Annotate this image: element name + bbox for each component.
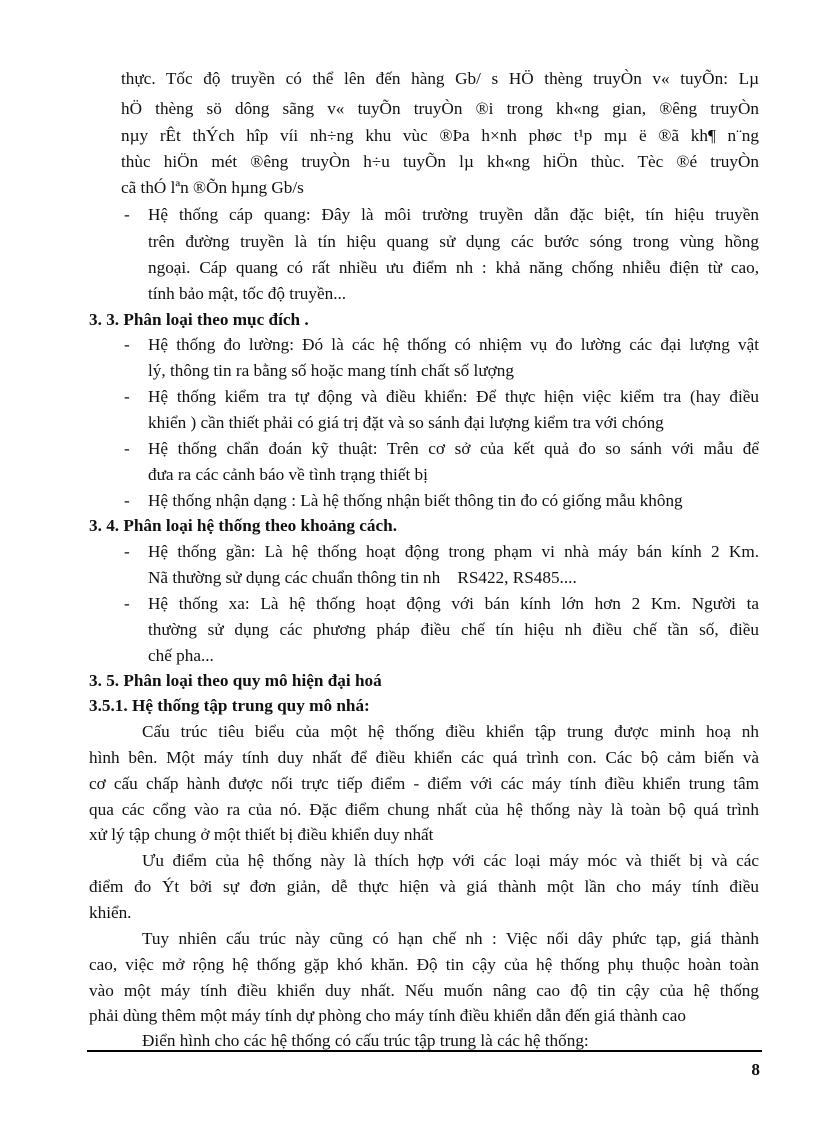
bullet-dash: - xyxy=(124,335,130,354)
paragraph-line: hình bên. Một máy tính duy nhất để điều khiển các quá trình con. Các bộ cảm biến và xyxy=(89,748,759,767)
section-heading: 3. 4. Phân loại hệ thống theo khoảng cách. xyxy=(89,516,397,535)
paragraph-line: khiển. xyxy=(89,903,132,922)
bullet-text: Hệ thống chẩn đoán kỹ thuật: Trên cơ sở của kết quả đo so sánh với mẫu để xyxy=(148,439,759,458)
bullet-text: Hệ thống nhận dạng : Là hệ thống nhận biết thông tin đo có giống mẫu không xyxy=(148,491,683,510)
paragraph-line: vào một máy tính điều khiển duy nhất. Nếu muốn nâng cao độ tin cậy của hệ thống xyxy=(89,981,759,1000)
bullet-dash: - xyxy=(124,205,130,224)
paragraph-line: cao, việc mở rộng hệ thống gặp khó khăn. Độ tin cậy của hệ thống phụ thuộc hoàn toàn xyxy=(89,955,759,974)
bullet-text: Hệ thống đo lường: Đó là các hệ thống có nhiệm vụ đo lường các đại lượng vật xyxy=(148,335,759,354)
paragraph-line: cơ cấu chấp hành được nối trực tiếp điểm - điểm với các máy tính điều khiển trung tâm xyxy=(89,774,759,793)
paragraph-line: Ưu điểm của hệ thống này là thích hợp với các loại máy móc và thiết bị và các xyxy=(142,851,759,870)
text-line: nµy rÊt thÝch hîp víi nh÷ng khu vùc ®Þa h×nh phøc t¹p mµ ë ®ã kh¶ n¨ng xyxy=(121,126,759,145)
text-line: thực. Tốc độ truyền có thể lên đến hàng Gb/ s HÖ thèng truyÒn v« tuyÕn: Lµ xyxy=(121,69,759,88)
bullet-dash: - xyxy=(124,491,130,510)
bullet-text: đưa ra các cảnh báo về tình trạng thiết bị xyxy=(148,465,428,484)
bullet-text: Hệ thống gần: Là hệ thống hoạt động trong phạm vi nhà máy bán kính 2 Km. xyxy=(148,542,759,561)
paragraph-line: xử lý tập chung ở một thiết bị điều khiển duy nhất xyxy=(89,825,434,844)
bullet-text: lý, thông tin ra bằng số hoặc mang tính chất số lượng xyxy=(148,361,514,380)
paragraph-line: Điển hình cho các hệ thống có cấu trúc tập trung là các hệ thống: xyxy=(142,1031,589,1050)
bullet-text: Hệ thống kiểm tra tự động và điều khiển: Để thực hiện việc kiểm tra (hay điều xyxy=(148,387,759,406)
paragraph-line: Cấu trúc tiêu biểu của một hệ thống điều khiển tập trung được minh hoạ nh xyxy=(142,722,759,741)
bullet-text: ngoại. Cáp quang có rất nhiều ưu điểm nh : khả năng chống nhiễu điện từ cao, xyxy=(148,258,759,277)
bullet-text: thường sử dụng các phương pháp điều chế tín hiệu nh điều chế tần số, điều xyxy=(148,620,759,639)
paragraph-line: điểm đo Ýt bởi sự đơn giản, dễ thực hiện và giá thành một lần cho máy tính điều xyxy=(89,877,759,896)
text-line: cã thÓ lªn ®Õn hµng Gb/s xyxy=(121,178,304,197)
section-heading: 3. 5. Phân loại theo quy mô hiện đại hoá xyxy=(89,671,382,690)
section-heading: 3. 3. Phân loại theo mục đích . xyxy=(89,310,309,329)
bullet-text: Nã thường sử dụng các chuẩn thông tin nh RS422, RS485.... xyxy=(148,568,577,587)
text-line: hÖ thèng sö dông sãng v« tuyÕn truyÒn ®i trong kh«ng gian, ®êng truyÒn xyxy=(121,99,759,118)
bullet-dash: - xyxy=(124,387,130,406)
text-line: thùc hiÖn mét ®êng truyÒn h÷u tuyÕn lµ kh«ng hiÖn thùc. Tèc ®é truyÒn xyxy=(121,152,759,171)
bullet-dash: - xyxy=(124,439,130,458)
paragraph-line: Tuy nhiên cấu trúc này cũng có hạn chế nh : Việc nối dây phức tạp, giá thành xyxy=(142,929,759,948)
bullet-text: trên đường truyền là tín hiệu quang sử dụng các bước sóng trong vùng hồng xyxy=(148,232,759,251)
bullet-text: khiển ) cần thiết phải có giá trị đặt và so sánh đại lượng kiểm tra với chóng xyxy=(148,413,664,432)
bullet-text: chế pha... xyxy=(148,646,214,665)
page-number: 8 xyxy=(751,1060,760,1079)
bullet-dash: - xyxy=(124,594,130,613)
bullet-dash: - xyxy=(124,542,130,561)
bullet-text: Hệ thống cáp quang: Đây là môi trường truyền dẫn đặc biệt, tín hiệu truyền xyxy=(148,205,759,224)
footer-rule xyxy=(87,1050,762,1052)
paragraph-line: phải dùng thêm một máy tính dự phòng cho máy tính điều khiển dẫn đến giá thành cao xyxy=(89,1006,686,1025)
bullet-text: Hệ thống xa: Là hệ thống hoạt động với bán kính lớn hơn 2 Km. Người ta xyxy=(148,594,759,613)
subsection-heading: 3.5.1. Hệ thống tập trung quy mô nhá: xyxy=(89,696,370,715)
paragraph-line: qua các cổng vào ra của nó. Đặc điểm chung nhất của hệ thống này là toàn bộ quá trình xyxy=(89,800,759,819)
bullet-text: tính bảo mật, tốc độ truyền... xyxy=(148,284,347,303)
